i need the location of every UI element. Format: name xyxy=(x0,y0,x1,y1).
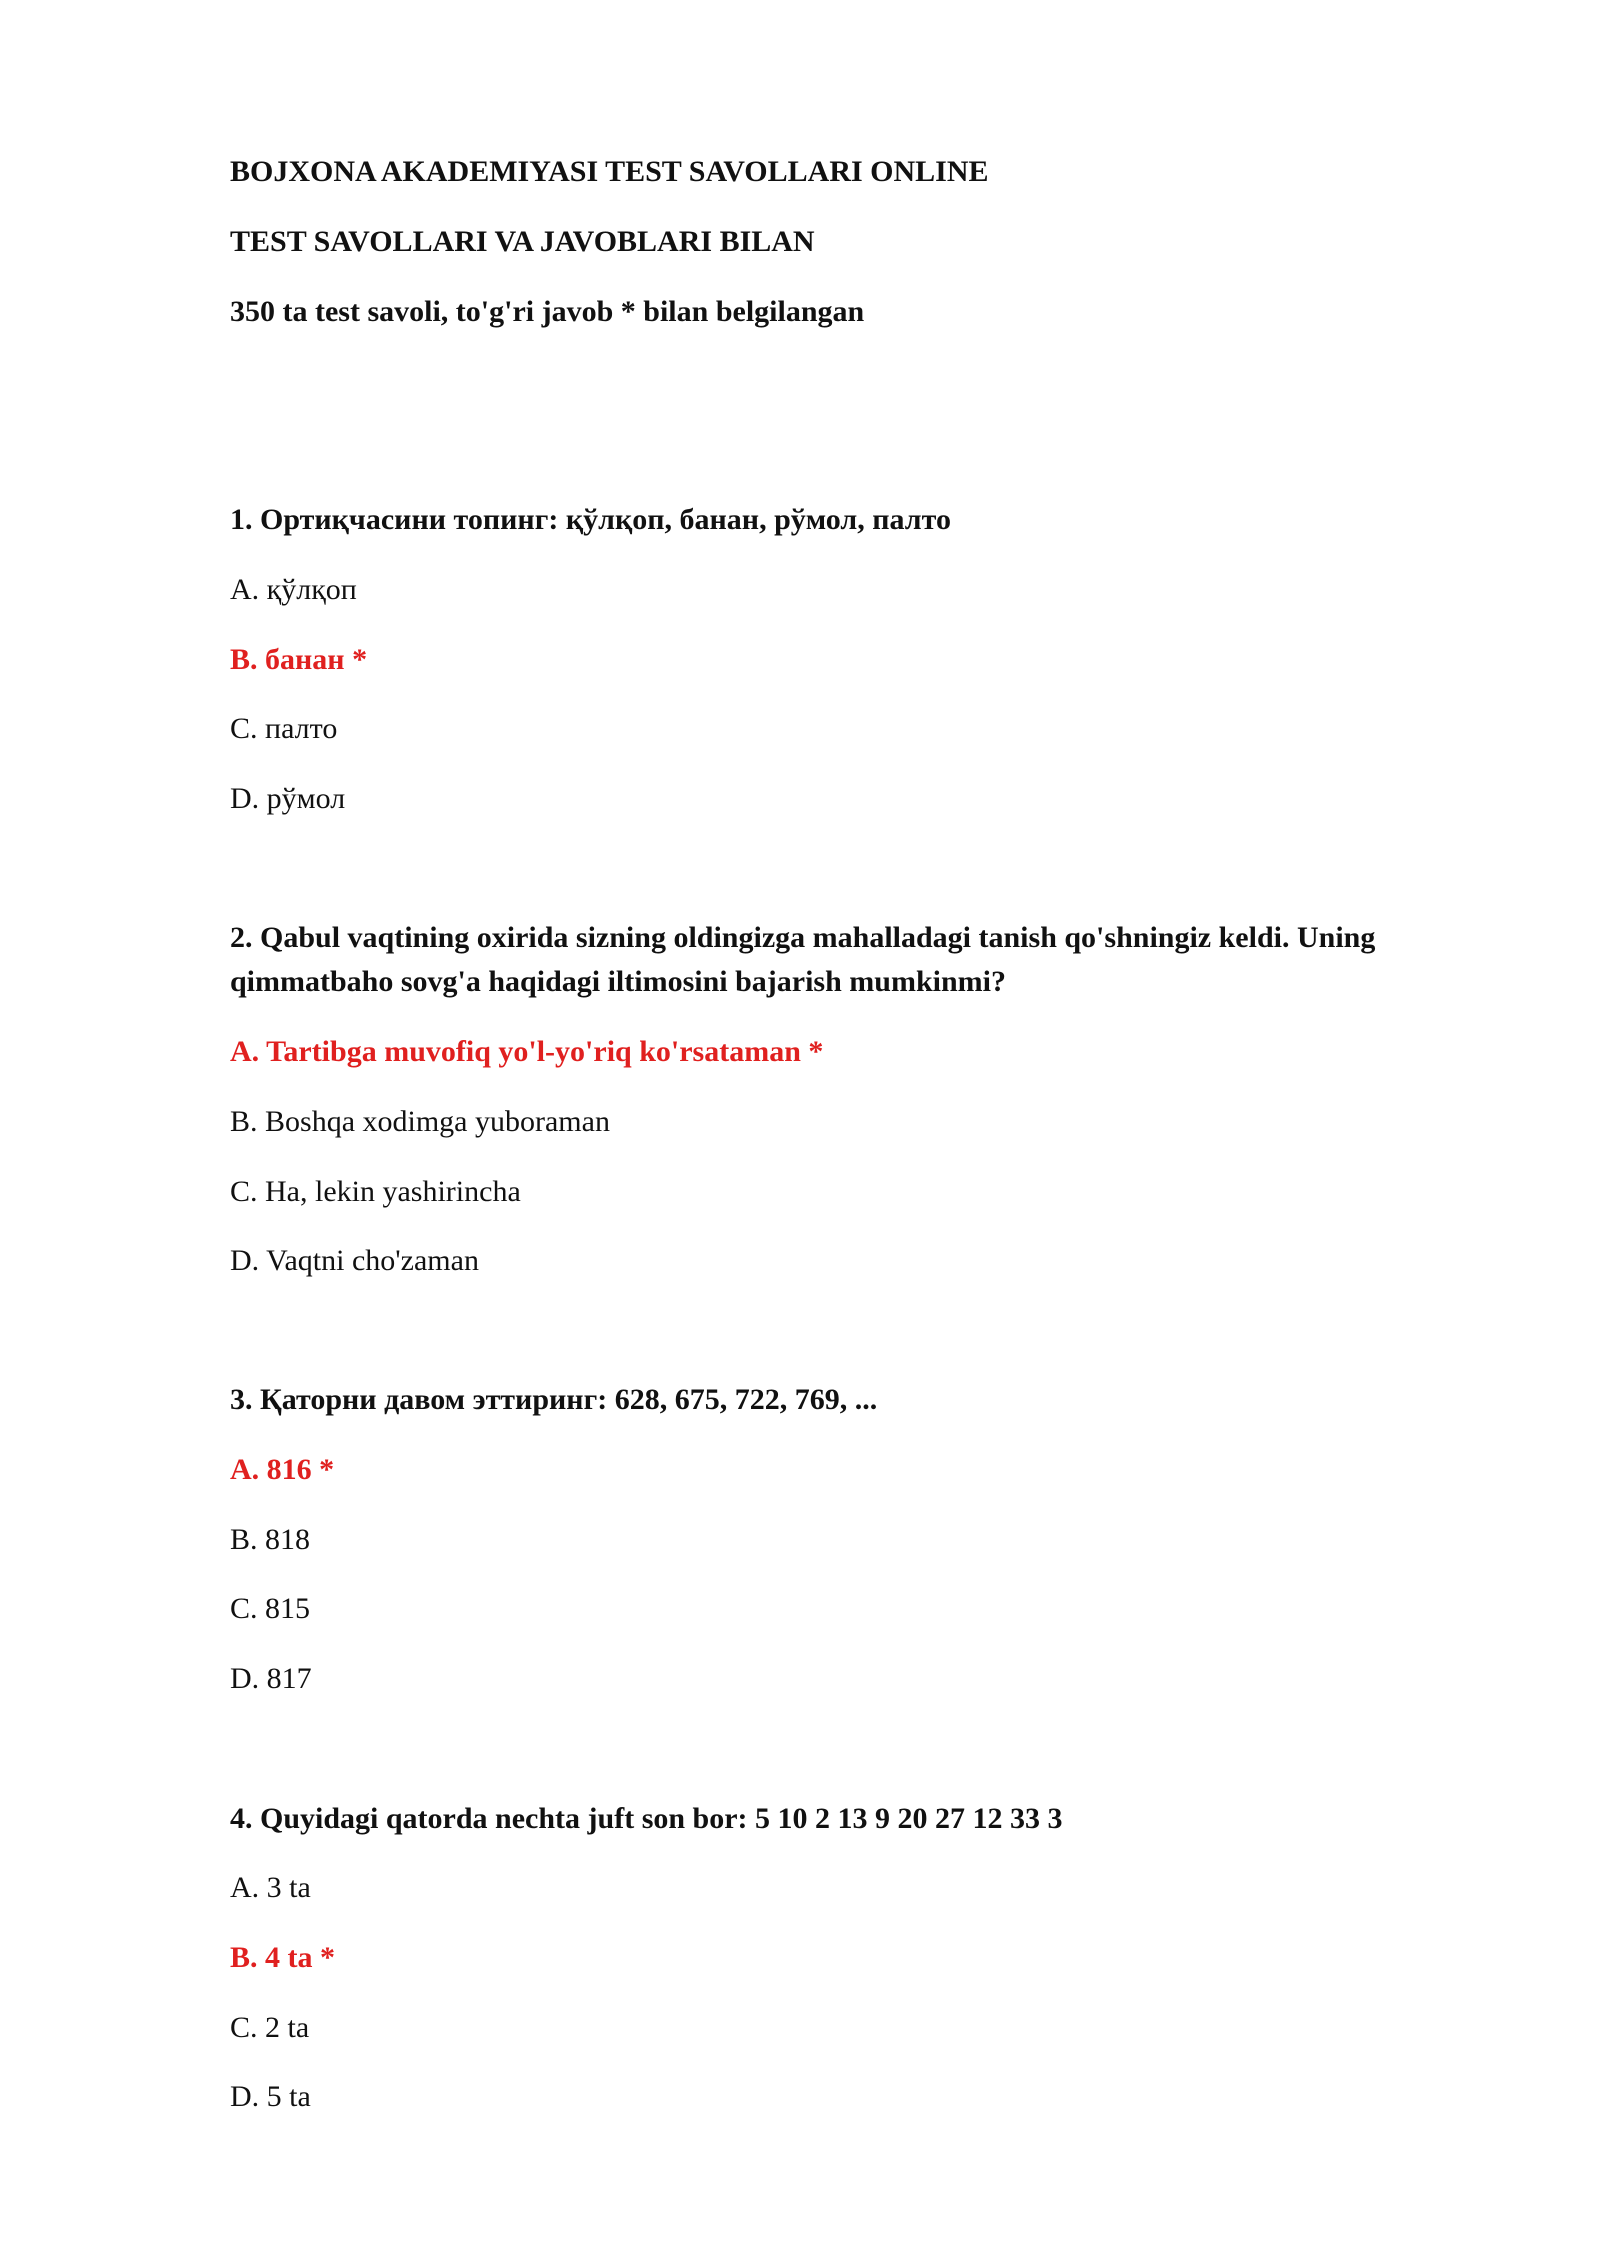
question-4-option-c: C. 2 ta xyxy=(230,2011,310,2044)
document-note: 350 ta test savoli, to'g'ri javob * bilan belgilangan xyxy=(230,295,865,328)
question-4-option-b-correct: B. 4 ta * xyxy=(230,1941,335,1974)
question-2-option-b: B. Boshqa xodimga yuboraman xyxy=(230,1105,610,1138)
question-1-text: 1. Ортиқчасини топинг: қўлқоп, банан, рўмол, палто xyxy=(230,503,951,536)
question-2-text-line-2: qimmatbaho sovg'a haqidagi iltimosini bajarish mumkinmi? xyxy=(230,965,1006,998)
question-3-option-c: C. 815 xyxy=(230,1592,311,1625)
question-4-option-d: D. 5 ta xyxy=(230,2080,311,2113)
question-2-option-a-correct: A. Tartibga muvofiq yo'l-yo'riq ko'rsataman * xyxy=(230,1035,824,1068)
question-1-option-c: C. палто xyxy=(230,712,338,745)
document-title: BOJXONA AKADEMIYASI TEST SAVOLLARI ONLINE xyxy=(230,155,989,188)
question-1-option-d: D. рўмол xyxy=(230,782,346,815)
question-4-option-a: A. 3 ta xyxy=(230,1871,311,1904)
question-3-option-d: D. 817 xyxy=(230,1662,312,1695)
question-4-text: 4. Quyidagi qatorda nechta juft son bor: 5 10 2 13 9 20 27 12 33 3 xyxy=(230,1802,1063,1835)
question-1-option-a: A. қўлқоп xyxy=(230,573,357,606)
question-3-option-b: B. 818 xyxy=(230,1523,311,1556)
question-3-text: 3. Қаторни давом эттиринг: 628, 675, 722, 769, ... xyxy=(230,1383,878,1416)
question-2-text-line-1: 2. Qabul vaqtining oxirida sizning oldingizga mahalladagi tanish qo'shningiz keldi. Uning xyxy=(230,921,1376,954)
question-3-option-a-correct: A. 816 * xyxy=(230,1453,335,1486)
question-2-option-d: D. Vaqtni cho'zaman xyxy=(230,1244,479,1277)
question-2-option-c: C. Ha, lekin yashirincha xyxy=(230,1175,521,1208)
question-1-option-b-correct: B. банан * xyxy=(230,643,368,676)
document-subtitle: TEST SAVOLLARI VA JAVOBLARI BILAN xyxy=(230,225,815,258)
